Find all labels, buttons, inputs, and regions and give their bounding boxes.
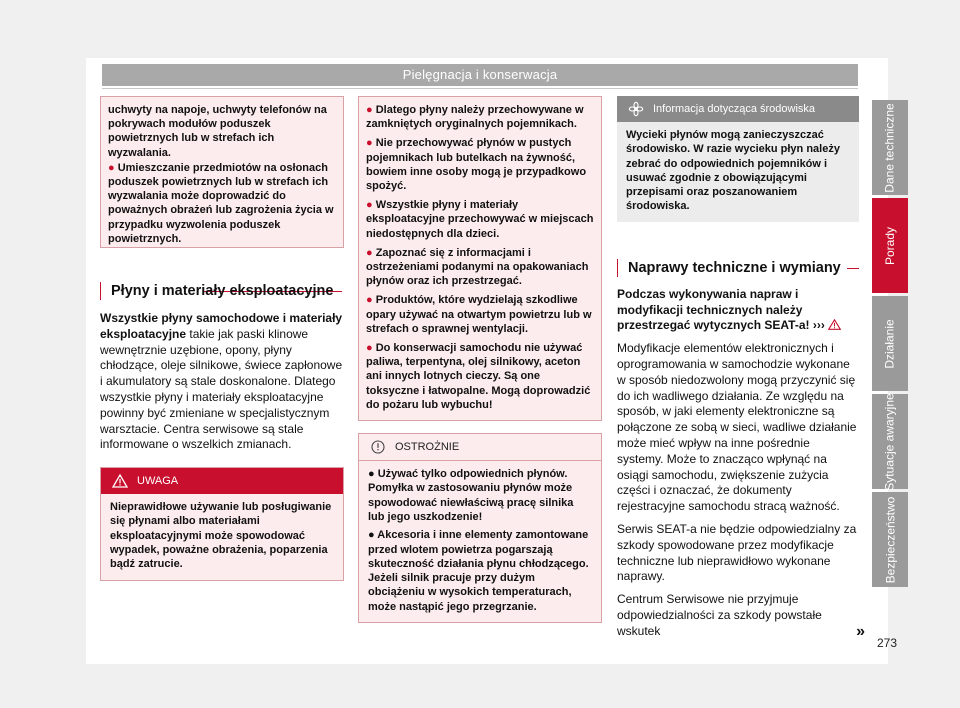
warning-list-item (366, 136, 594, 193)
caution-header (359, 434, 601, 460)
warning-continuation-box-2 (358, 96, 602, 421)
tab-label: Działanie (883, 318, 898, 369)
repairs-paragraph-1: Modyfikacje elementów elektronicznych i oprogramowania w samochodzie wykonane w sposób niedozwolony mogą przyczynić się do ich wadliwego działania. Ze względu na sposób, w jaki elementy elektroniczne są połączone ze sobą w sieci, wadliwe działanie może mieć wpływ na inne pośrednie systemy. Może to znacząco wpłynąć na osiągi samochodu, zwiększenie zużycia części i oznaczać, że dokumenty rejestracyjne samochodu stracą ważność. (617, 341, 857, 514)
caution-list-item (368, 467, 592, 524)
bullet-icon: ● (366, 104, 376, 116)
repairs-lead (617, 287, 859, 334)
bullet-icon: ● (368, 529, 378, 542)
warning-bullet (108, 161, 336, 246)
flower-icon (627, 101, 645, 117)
warning-triangle-small-icon (828, 318, 841, 332)
section-title-fluids: Płyny i materiały eksploatacyjne (100, 282, 344, 300)
warning-box-uwaga (100, 467, 344, 580)
caution-box (358, 433, 602, 623)
repairs-paragraph-3-text: Centrum Serwisowe nie przyjmuje odpowiedzialności za szkody powstałe wskutek (617, 592, 822, 638)
warning-list-item (366, 246, 594, 289)
warning-list-item-text: Zapoznać się z informacjami i ostrzeżeniami podanymi na opakowaniach płynów oraz ich przestrzegać. (366, 246, 589, 288)
column-middle (358, 96, 602, 623)
warning-list-item-text: Produktów, które wydzielają szkodliwe opary używać na otwartym powietrzu lub w strefach o sprawnej wentylacji. (366, 294, 592, 335)
caution-list-item (368, 528, 592, 614)
warning-list-item-text: Do konserwacji samochodu nie używać paliwa, terpentyna, olej silnikowy, aceton ani innych lotnych cieczy. Są one toksyczne i łatwopalne. Mogą doprowadzić do pożaru lub wybuchu! (366, 342, 591, 411)
fluids-paragraph (100, 311, 344, 453)
tab-dane-techniczne[interactable] (872, 100, 908, 195)
page-number: 273 (877, 636, 898, 650)
warning-bullet-text: Umieszczanie przedmiotów na osłonach poduszek powietrznych lub w strefach ich wyzwalania może doprowadzić do poważnych obrażeń lub zagrożenia życia w przypadku wyzwolenia poduszek powietrznych. (108, 161, 334, 245)
repairs-paragraph-2: Serwis SEAT-a nie będzie odpowiedzialny za szkody spowodowane przez modyfikacje techniczne lub nieprawidłowo wykonane naprawy. (617, 521, 857, 584)
environment-text: Wycieki płynów mogą zanieczyszczać środowisko. W razie wycieku płyn należy zebrać do odpowiednich pojemników i usuwać zgodnie z obowiązującymi przepisami oraz poszanowaniem środowiska. (626, 129, 840, 213)
fluids-paragraph-bold: Wszystkie płyny samochodowe i materiały eksploatacyjne (100, 311, 343, 341)
warning-continuation-text: uchwyty na napoje, uchwyty telefonów na pokrywach modułów poduszek powietrznych lub w strefach ich wyzwalania. (108, 104, 327, 159)
bullet-icon: ● (368, 468, 378, 481)
tab-bezpieczenstwo[interactable] (872, 492, 908, 587)
warning-list-item (366, 341, 594, 412)
warning-triangle-icon (111, 473, 129, 489)
column-right (617, 96, 865, 640)
warning-list-item-text: Wszystkie płyny i materiały eksploatacyjne przechowywać w miejscach niedostępnych dla dzieci. (366, 199, 594, 240)
page-header: Pielęgnacja i konserwacja (102, 64, 858, 86)
repairs-lead-text: Podczas wykonywania napraw i modyfikacji technicznych należy przestrzegać wytycznych SEAT-a! ››› (617, 286, 825, 333)
bullet-icon: ● (366, 137, 376, 150)
warning-title: UWAGA (137, 475, 179, 488)
environment-title: Informacja dotycząca środowiska (653, 103, 816, 115)
warning-text: Nieprawidłowe używanie lub posługiwanie się płynami albo materiałami eksploatacyjnymi może spowodować wypadek, poważne obrażenia, poparzenia bądź zatrucie. (110, 501, 332, 571)
caution-body (359, 461, 601, 622)
warning-list-item (366, 293, 594, 336)
warning-list-item-text: Nie przechowywać płynów w pustych pojemnikach lub butelkach na żywność, bowiem inne osoby mogą je przypadkowo spożyć. (366, 137, 587, 193)
column-left (100, 96, 344, 581)
warning-list-item (366, 198, 594, 241)
environment-body (617, 122, 859, 222)
repairs-paragraph-3 (617, 592, 865, 640)
info-circle-icon (369, 439, 387, 455)
tab-dzialanie[interactable] (872, 296, 908, 391)
tab-label: Bezpieczeństwo (883, 496, 897, 583)
bullet-icon: ● (366, 294, 376, 307)
warning-list-item-text: Dlatego płyny należy przechowywane w zamkniętych oryginalnych pojemnikach. (366, 104, 584, 131)
warning-continuation-box (100, 96, 344, 248)
fluids-paragraph-rest: takie jak paski klinowe wewnętrznie uzębione, opony, płyny chłodzące, oleje silnikowe, świece zapłonowe i akumulatory są stale doskonalone. Dlatego wszystkie płyny i materiały eksploatacyjne powinny być zmieniane w specjalistycznym warsztacie. Centra serwisowe są stale informowane o wszelkich zmianach. (100, 326, 343, 452)
caution-list-item-text: Akcesoria i inne elementy zamontowane przed wlotem powietrza pogarszają skuteczność działania płynu chłodzącego. Jeżeli silnik pracuje przy dużym obciążeniu w wysokich temperaturach, może nastąpić jego przegrzanie. (368, 529, 589, 613)
tab-sytuacje-awaryjne[interactable] (872, 394, 908, 489)
caution-title: OSTROŻNIE (395, 441, 460, 454)
bullet-icon: ● (366, 342, 376, 355)
tab-label: Porady (883, 226, 897, 265)
warning-body (101, 494, 343, 579)
caution-list-item-text: Używać tylko odpowiednich płynów. Pomyłka w zastosowaniu płynów może spowodować niewłaściwą pracę silnika lub jego uszkodzenie! (368, 468, 574, 523)
warning-header (101, 468, 343, 494)
bullet-icon: ● (366, 246, 376, 259)
bullet-icon: ● (108, 161, 118, 174)
tab-label: Dane techniczne (883, 102, 898, 193)
bullet-icon: ● (366, 199, 376, 212)
tab-porady[interactable] (872, 198, 908, 293)
section-title-repairs: Naprawy techniczne i wymiany (617, 259, 859, 277)
environment-info-box (617, 96, 859, 222)
warning-list-item (366, 103, 594, 131)
continue-arrow-icon: » (856, 622, 865, 640)
environment-header (617, 96, 859, 122)
tab-label: Sytuacje awaryjne (883, 392, 898, 491)
